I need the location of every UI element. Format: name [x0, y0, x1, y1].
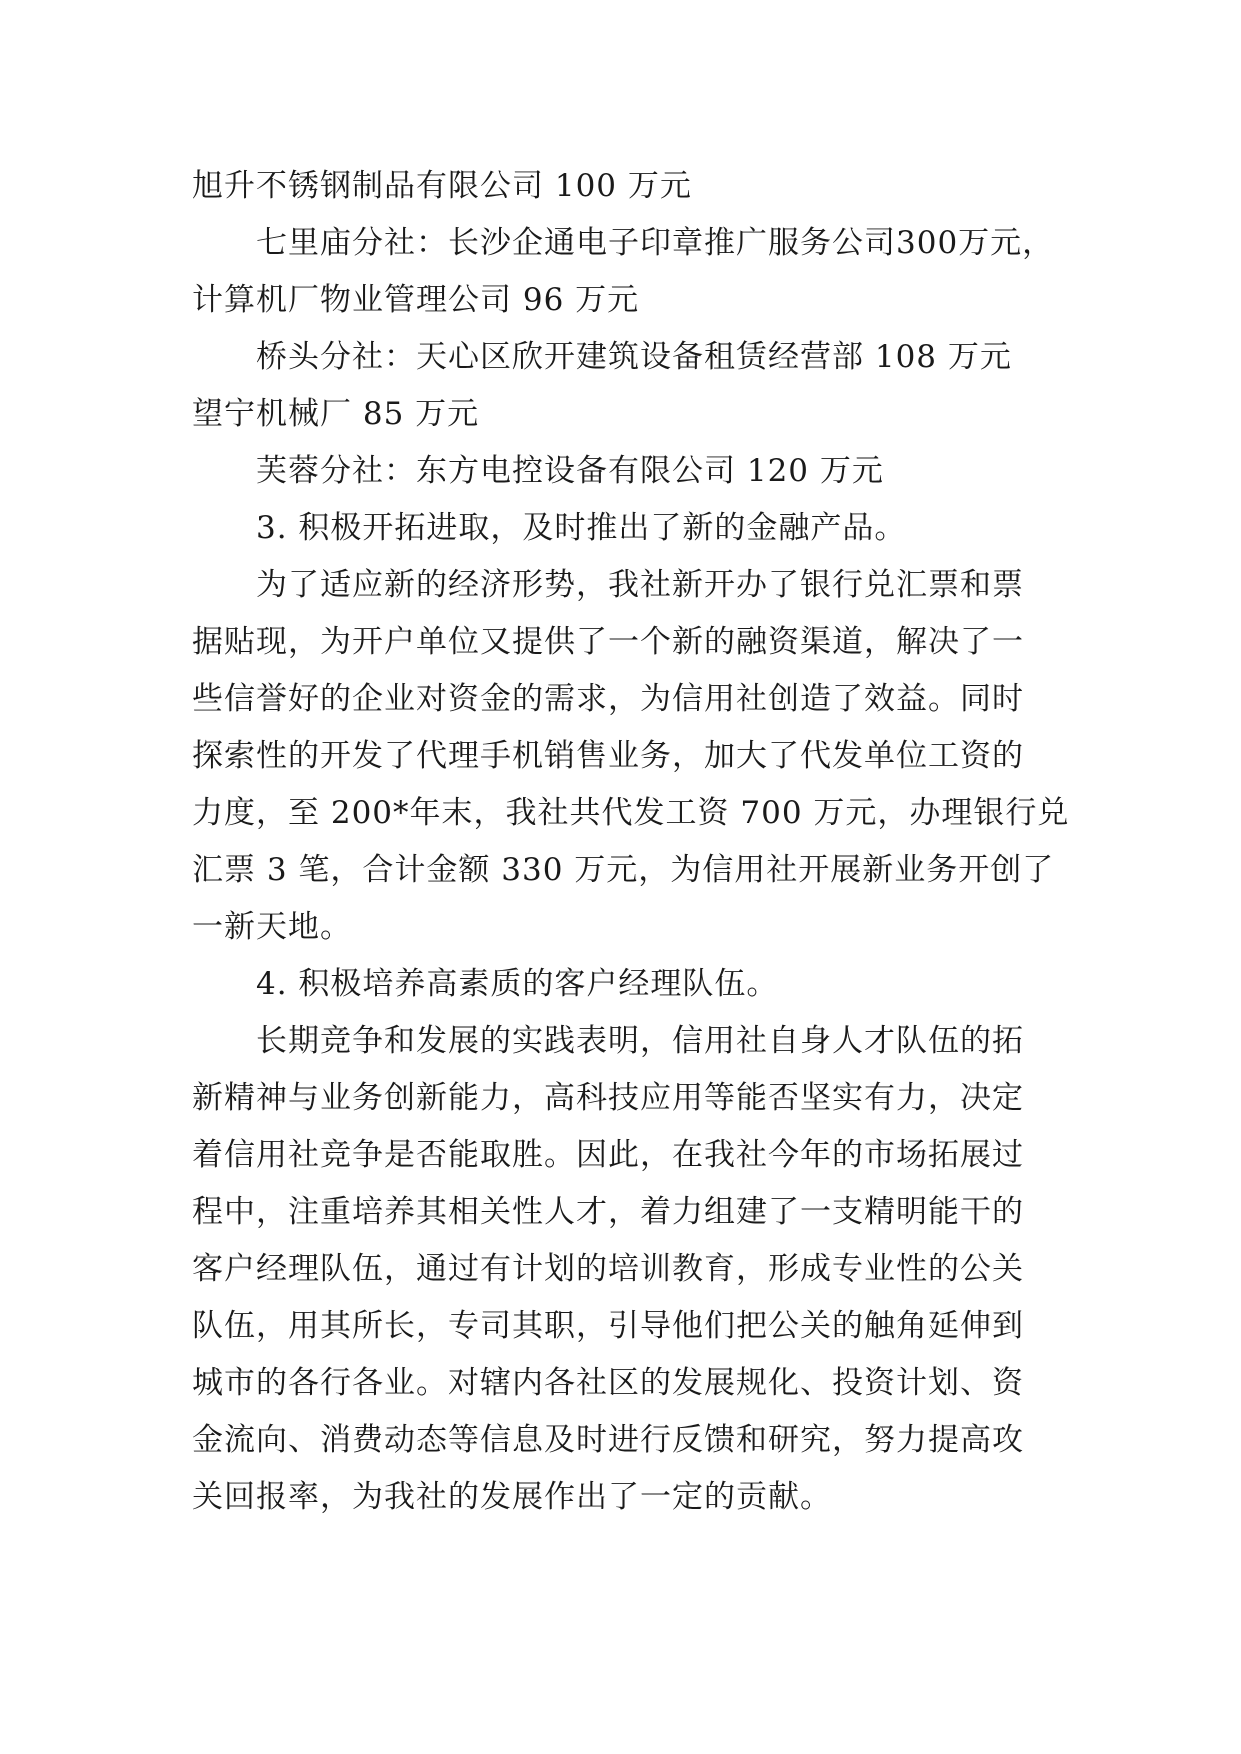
text-line: 新精神与业务创新能力，高科技应用等能否坚实有力，决定 — [192, 1080, 1024, 1116]
text-line: 为了适应新的经济形势，我社新开办了银行兑汇票和票 — [256, 567, 1024, 603]
section-heading: 3. 积极开拓进取，及时推出了新的金融产品。 — [256, 510, 907, 546]
text-line: 客户经理队伍，通过有计划的培训教育，形成专业性的公关 — [192, 1251, 1024, 1287]
text-line: 计算机厂物业管理公司 96 万元 — [192, 282, 640, 318]
text-line: 桥头分社：天心区欣开建筑设备租赁经营部 108 万元 — [256, 339, 1012, 375]
text-line: 长期竞争和发展的实践表明，信用社自身人才队伍的拓 — [256, 1023, 1024, 1059]
text-line: 旭升不锈钢制品有限公司 100 万元 — [192, 168, 692, 204]
text-line: 一新天地。 — [192, 909, 352, 945]
text-line: 程中，注重培养其相关性人才，着力组建了一支精明能干的 — [192, 1194, 1024, 1230]
text-line: 力度，至 200*年末，我社共代发工资 700 万元，办理银行兑 — [192, 795, 1070, 831]
text-line: 关回报率，为我社的发展作出了一定的贡献。 — [192, 1479, 832, 1515]
text-line: 望宁机械厂 85 万元 — [192, 396, 480, 432]
text-line: 着信用社竞争是否能取胜。因此，在我社今年的市场拓展过 — [192, 1137, 1024, 1173]
text-line: 金流向、消费动态等信息及时进行反馈和研究，努力提高攻 — [192, 1422, 1024, 1458]
text-line: 城市的各行各业。对辖内各社区的发展规化、投资计划、资 — [192, 1365, 1024, 1401]
text-line: 些信誉好的企业对资金的需求，为信用社创造了效益。同时 — [192, 681, 1024, 717]
text-line: 七里庙分社：长沙企通电子印章推广服务公司300万元， — [256, 225, 1055, 261]
text-line: 队伍，用其所长，专司其职，引导他们把公关的触角延伸到 — [192, 1308, 1024, 1344]
text-line: 探索性的开发了代理手机销售业务，加大了代发单位工资的 — [192, 738, 1024, 774]
text-line: 芙蓉分社：东方电控设备有限公司 120 万元 — [256, 453, 884, 489]
text-line: 据贴现，为开户单位又提供了一个新的融资渠道，解决了一 — [192, 624, 1024, 660]
text-line: 汇票 3 笔，合计金额 330 万元，为信用社开展新业务开创了 — [192, 852, 1055, 888]
section-heading: 4. 积极培养高素质的客户经理队伍。 — [256, 966, 779, 1002]
body-text — [192, 158, 1070, 1526]
